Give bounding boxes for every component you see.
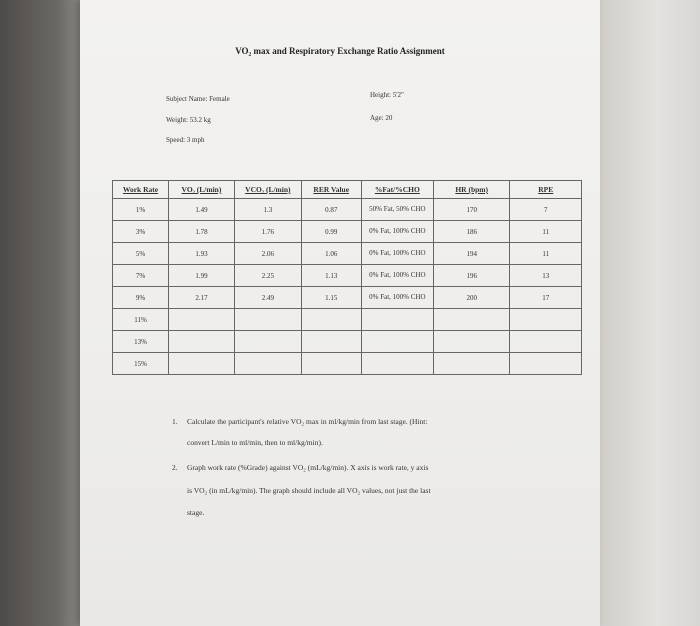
table-header-row (113, 181, 582, 199)
cell-vo2 (169, 309, 235, 331)
cell-vco2: 1.76 (234, 221, 301, 243)
cell-fat-cho: 0% Fat, 100% CHO (361, 287, 433, 309)
cell-rpe: 11 (510, 243, 582, 265)
cell-work-rate: 9% (113, 287, 169, 309)
header-rer: RER Value (301, 181, 361, 199)
cell-fat-cho: 50% Fat, 50% CHO (361, 199, 433, 221)
header-vo2: VO₂ (L/min) (169, 181, 235, 199)
cell-hr (433, 353, 509, 375)
header-vco2: VCO₂ (L/min) (234, 181, 301, 199)
cell-fat-cho (361, 309, 433, 331)
cell-vco2 (234, 331, 301, 353)
cell-work-rate: 5% (113, 243, 169, 265)
cell-work-rate: 1% (113, 199, 169, 221)
header-fat-cho: %Fat/%CHO (361, 181, 433, 199)
question-2-text-end: stage. (187, 508, 205, 517)
cell-hr (433, 309, 509, 331)
table-row (113, 221, 582, 243)
subject-age: Age: 20 (370, 114, 393, 122)
cell-hr: 194 (433, 243, 509, 265)
cell-fat-cho: 0% Fat, 100% CHO (361, 265, 433, 287)
cell-rpe (510, 331, 582, 353)
subject-weight: Weight: 53.2 kg (166, 116, 211, 124)
cell-rpe (510, 353, 582, 375)
cell-rer (301, 353, 361, 375)
table-row (113, 199, 582, 221)
cell-hr: 170 (433, 199, 509, 221)
cell-rer: 1.13 (301, 265, 361, 287)
table-row (113, 331, 582, 353)
cell-vco2: 1.3 (234, 199, 301, 221)
cell-vo2: 2.17 (169, 287, 235, 309)
question-1-text-cont: convert L/min to ml/min, then to ml/kg/min). (187, 438, 323, 447)
cell-vco2 (234, 309, 301, 331)
table-row (113, 265, 582, 287)
cell-rer: 0.99 (301, 221, 361, 243)
subject-name: Subject Name: Female (166, 95, 230, 103)
cell-rer: 0.87 (301, 199, 361, 221)
cell-rer (301, 309, 361, 331)
header-hr: HR (bpm) (433, 181, 509, 199)
cell-fat-cho: 0% Fat, 100% CHO (361, 243, 433, 265)
cell-work-rate: 3% (113, 221, 169, 243)
table-row (113, 287, 582, 309)
cell-hr: 200 (433, 287, 509, 309)
cell-fat-cho (361, 331, 433, 353)
cell-work-rate: 15% (113, 353, 169, 375)
subject-height: Height: 5'2" (370, 91, 404, 99)
cell-vo2: 1.99 (169, 265, 235, 287)
cell-fat-cho: 0% Fat, 100% CHO (361, 221, 433, 243)
worksheet-paper (80, 0, 600, 626)
background-right (595, 0, 700, 626)
question-2-number: 2. (172, 463, 178, 472)
cell-hr: 186 (433, 221, 509, 243)
question-1-number: 1. (172, 417, 178, 426)
cell-vco2: 2.49 (234, 287, 301, 309)
header-rpe: RPE (510, 181, 582, 199)
subject-speed: Speed: 3 mph (166, 136, 205, 144)
cell-work-rate: 11% (113, 309, 169, 331)
cell-rer: 1.06 (301, 243, 361, 265)
cell-fat-cho (361, 353, 433, 375)
cell-rer: 1.15 (301, 287, 361, 309)
background-left (0, 0, 82, 626)
cell-vo2: 1.78 (169, 221, 235, 243)
cell-rer (301, 331, 361, 353)
cell-rpe: 13 (510, 265, 582, 287)
cell-rpe: 7 (510, 199, 582, 221)
cell-hr: 196 (433, 265, 509, 287)
question-2-text: Graph work rate (%Grade) against VO₂ (mL/kg/min). X axis is work rate, y axis (187, 463, 429, 472)
cell-vo2: 1.49 (169, 199, 235, 221)
cell-vo2 (169, 353, 235, 375)
cell-vco2: 2.06 (234, 243, 301, 265)
question-2-text-cont: is VO₂ (in mL/kg/min). The graph should include all VO₂ values, not just the last (187, 486, 431, 495)
cell-vco2: 2.25 (234, 265, 301, 287)
header-work-rate: Work Rate (113, 181, 169, 199)
worksheet-title: VO₂ max and Respiratory Exchange Ratio Assignment (235, 46, 445, 56)
cell-work-rate: 13% (113, 331, 169, 353)
cell-vco2 (234, 353, 301, 375)
cell-rpe: 11 (510, 221, 582, 243)
table-row (113, 243, 582, 265)
cell-vo2 (169, 331, 235, 353)
table-row (113, 353, 582, 375)
cell-rpe (510, 309, 582, 331)
cell-rpe: 17 (510, 287, 582, 309)
data-table (112, 180, 582, 375)
cell-hr (433, 331, 509, 353)
table-row (113, 309, 582, 331)
cell-vo2: 1.93 (169, 243, 235, 265)
question-1-text: Calculate the participant's relative VO₂ max in ml/kg/min from last stage. (Hint: (187, 417, 428, 426)
cell-work-rate: 7% (113, 265, 169, 287)
